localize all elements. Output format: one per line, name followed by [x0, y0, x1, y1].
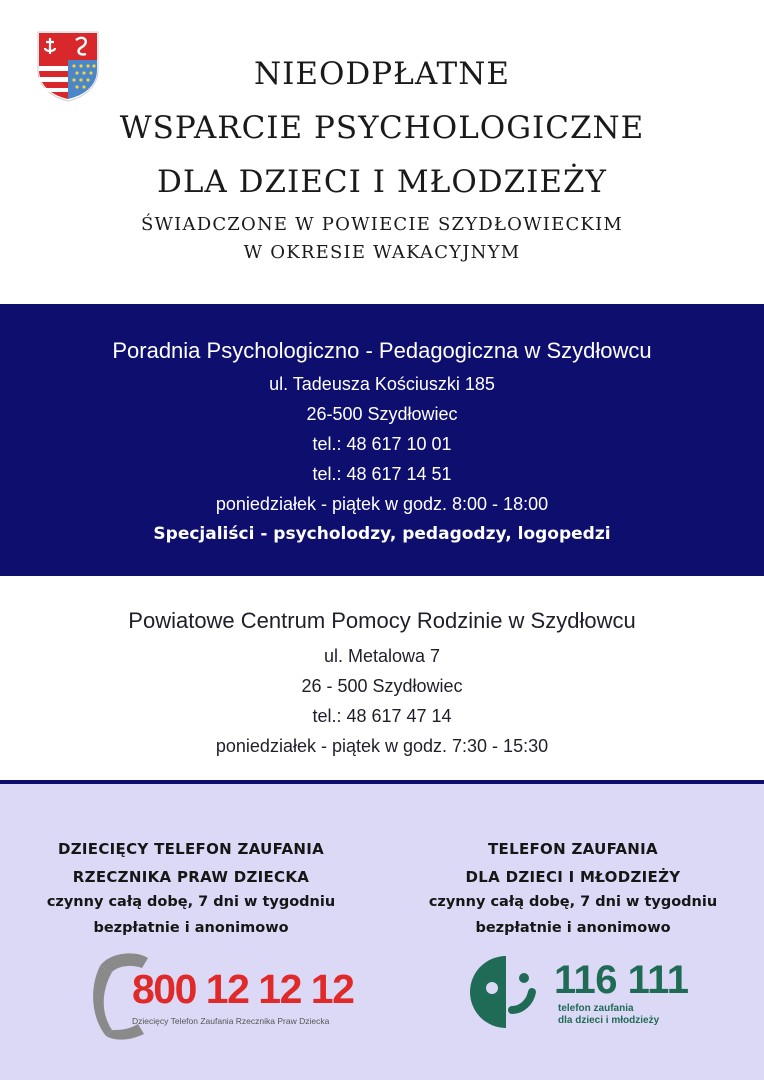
poradnia-name: Poradnia Psychologiczno - Pedagogiczna w Szydłowcu — [112, 338, 652, 363]
title-line-2: WSPARCIE PSYCHOLOGICZNE — [119, 110, 645, 146]
helpline-rpd-number: 800 12 12 12 — [132, 966, 354, 1012]
helpline-rpd-caption: Dziecięcy Telefon Zaufania Rzecznika Praw Dziecka — [132, 1016, 330, 1026]
helpline-116-caption-1: telefon zaufania — [558, 1003, 634, 1014]
helpline-116-caption-2: dla dzieci i młodzieży — [558, 1015, 660, 1026]
poradnia-specialists: Specjaliści - psycholodzy, pedagodzy, logopedzi — [153, 524, 611, 544]
poradnia-address: ul. Tadeusza Kościuszki 185 — [269, 374, 495, 394]
helpline-rpd-free: bezpłatnie i anonimowo — [93, 920, 289, 936]
pcpr-postcode: 26 - 500 Szydłowiec — [301, 676, 463, 696]
helplines-section — [0, 784, 764, 1080]
helpline-116-title-1: TELEFON ZAUFANIA — [488, 840, 658, 858]
subtitle-line-2: W OKRESIE WAKACYJNYM — [243, 242, 521, 263]
poradnia-hours: poniedziałek - piątek w godz. 8:00 - 18:00 — [215, 494, 549, 514]
smiley-face-icon — [466, 952, 546, 1032]
header-section — [0, 0, 764, 304]
pcpr-section — [0, 576, 764, 780]
pcpr-address: ul. Metalowa 7 — [323, 646, 441, 666]
poradnia-postcode: 26-500 Szydłowiec — [306, 404, 458, 424]
subtitle-line-1: ŚWIADCZONE W POWIECIE SZYDŁOWIECKIM — [140, 214, 624, 235]
helpline-116-logo — [466, 952, 689, 1032]
helpline-rpd-availability: czynny całą dobę, 7 dni w tygodniu — [46, 894, 336, 910]
helpline-116-free: bezpłatnie i anonimowo — [475, 920, 671, 936]
helpline-rpd-logo — [92, 946, 352, 1046]
pcpr-phone: tel.: 48 617 47 14 — [312, 706, 452, 726]
helpline-rpd-title-2: RZECZNIKA PRAW DZIECKA — [72, 868, 310, 886]
helpline-116 — [382, 784, 764, 1080]
poradnia-section — [0, 304, 764, 576]
helpline-116-number: 116 111 — [554, 958, 689, 1002]
pcpr-hours: poniedziałek - piątek w godz. 7:30 - 15:30 — [215, 736, 549, 756]
helpline-rpd — [0, 784, 382, 1080]
helpline-116-availability: czynny całą dobę, 7 dni w tygodniu — [428, 894, 718, 910]
title-line-3: DLA DZIECI I MŁODZIEŻY — [156, 164, 608, 200]
helpline-rpd-title-1: DZIECIĘCY TELEFON ZAUFANIA — [57, 840, 325, 858]
pcpr-name: Powiatowe Centrum Pomocy Rodzinie w Szydłowcu — [128, 608, 636, 633]
title-line-1: NIEODPŁATNE — [254, 56, 510, 92]
poradnia-phone-2: tel.: 48 617 14 51 — [312, 464, 452, 484]
poradnia-phone-1: tel.: 48 617 10 01 — [312, 434, 452, 454]
helpline-116-title-2: DLA DZIECI I MŁODZIEŻY — [465, 868, 681, 886]
